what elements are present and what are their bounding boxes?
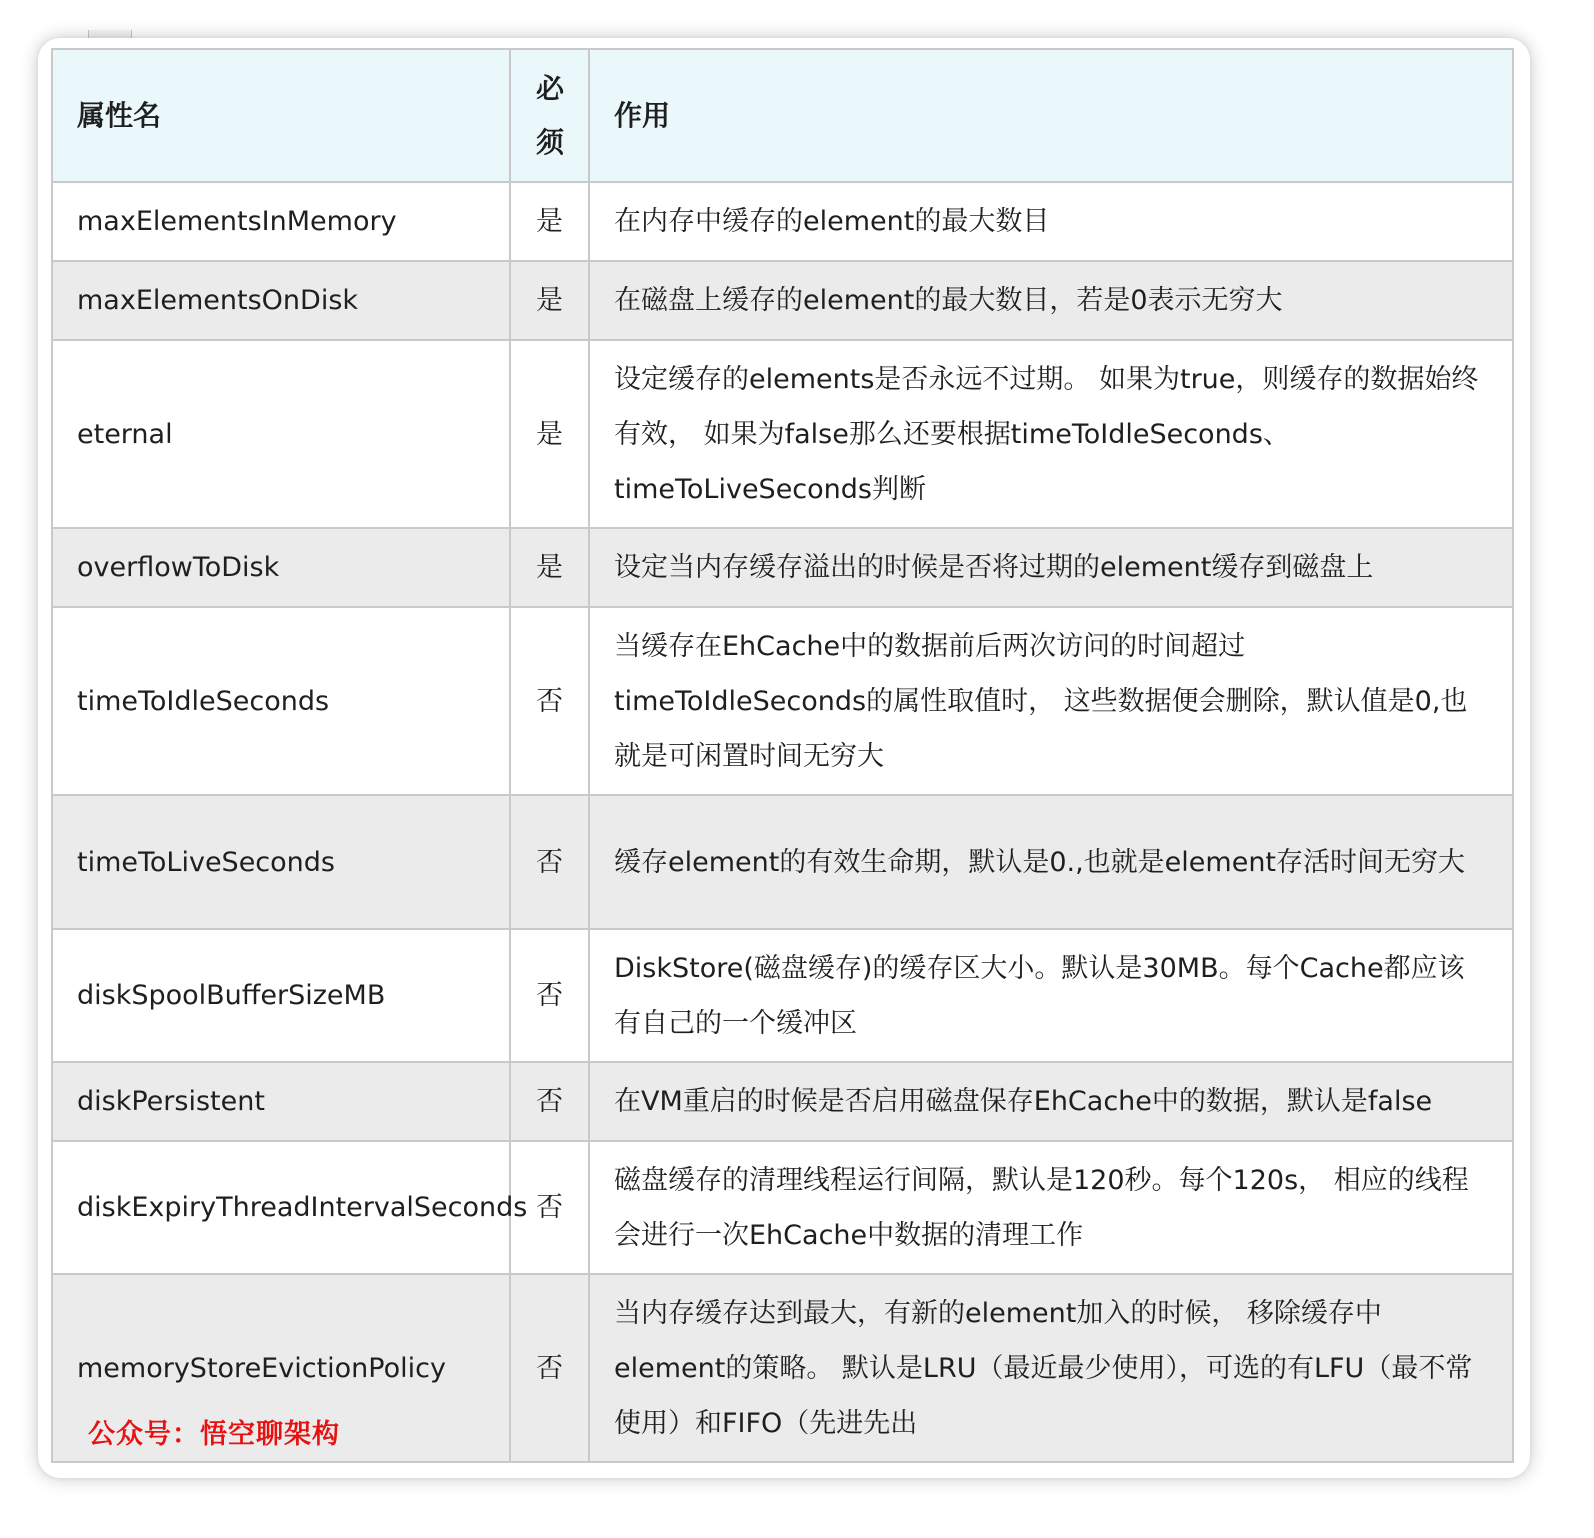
cell-required: 是 bbox=[510, 261, 589, 340]
cell-name: timeToIdleSeconds bbox=[52, 607, 510, 795]
cell-required: 否 bbox=[510, 1141, 589, 1274]
cell-name: overflowToDisk bbox=[52, 528, 510, 607]
cell-purpose: 设定当内存缓存溢出的时候是否将过期的element缓存到磁盘上 bbox=[589, 528, 1513, 607]
cell-required: 是 bbox=[510, 528, 589, 607]
cell-purpose: 当内存缓存达到最大，有新的element加入的时候， 移除缓存中element的策略。 默认是LRU（最近最少使用），可选的有LFU（最不常使用）和FIFO（先进先出 bbox=[589, 1274, 1513, 1462]
cell-purpose: 磁盘缓存的清理线程运行间隔，默认是120秒。每个120s， 相应的线程会进行一次EhCache中数据的清理工作 bbox=[589, 1141, 1513, 1274]
cell-required: 是 bbox=[510, 182, 589, 261]
cell-required: 否 bbox=[510, 607, 589, 795]
cell-required: 否 bbox=[510, 795, 589, 929]
cell-required: 否 bbox=[510, 1062, 589, 1141]
cell-name: memoryStoreEvictionPolicy bbox=[52, 1274, 510, 1462]
cell-purpose: 在磁盘上缓存的element的最大数目，若是0表示无穷大 bbox=[589, 261, 1513, 340]
watermark-text: 公众号：悟空聊架构 bbox=[88, 1419, 340, 1450]
table-row bbox=[52, 261, 1513, 340]
cell-name: eternal bbox=[52, 340, 510, 528]
table-row bbox=[52, 340, 1513, 528]
table-header-row bbox=[52, 49, 1513, 182]
table-row bbox=[52, 182, 1513, 261]
cell-name: timeToLiveSeconds bbox=[52, 795, 510, 929]
table-row bbox=[52, 528, 1513, 607]
table-row bbox=[52, 929, 1513, 1062]
cell-name: diskSpoolBufferSizeMB bbox=[52, 929, 510, 1062]
cell-required: 否 bbox=[510, 929, 589, 1062]
attribute-table bbox=[51, 48, 1514, 1463]
table-row bbox=[52, 795, 1513, 929]
cell-required: 否 bbox=[510, 1274, 589, 1462]
cell-purpose: DiskStore(磁盘缓存)的缓存区大小。默认是30MB。每个Cache都应该有自己的一个缓冲区 bbox=[589, 929, 1513, 1062]
cell-purpose: 在VM重启的时候是否启用磁盘保存EhCache中的数据，默认是false bbox=[589, 1062, 1513, 1141]
cell-name: maxElementsInMemory bbox=[52, 182, 510, 261]
header-name: 属性名 bbox=[52, 49, 510, 182]
cell-name: diskPersistent bbox=[52, 1062, 510, 1141]
table-row bbox=[52, 1062, 1513, 1141]
cell-purpose: 缓存element的有效生命期，默认是0.,也就是element存活时间无穷大 bbox=[589, 795, 1513, 929]
table-row bbox=[52, 1141, 1513, 1274]
cell-required: 是 bbox=[510, 340, 589, 528]
header-required: 必须 bbox=[510, 49, 589, 182]
table-row bbox=[52, 607, 1513, 795]
cell-name: diskExpiryThreadIntervalSeconds bbox=[52, 1141, 510, 1274]
header-purpose: 作用 bbox=[589, 49, 1513, 182]
cell-purpose: 在内存中缓存的element的最大数目 bbox=[589, 182, 1513, 261]
cell-purpose: 设定缓存的elements是否永远不过期。 如果为true，则缓存的数据始终有效， 如果为false那么还要根据timeToIdleSeconds、timeToLiveSeconds判断 bbox=[589, 340, 1513, 528]
cell-purpose: 当缓存在EhCache中的数据前后两次访问的时间超过timeToIdleSeconds的属性取值时， 这些数据便会删除，默认值是0,也就是可闲置时间无穷大 bbox=[589, 607, 1513, 795]
cell-name: maxElementsOnDisk bbox=[52, 261, 510, 340]
